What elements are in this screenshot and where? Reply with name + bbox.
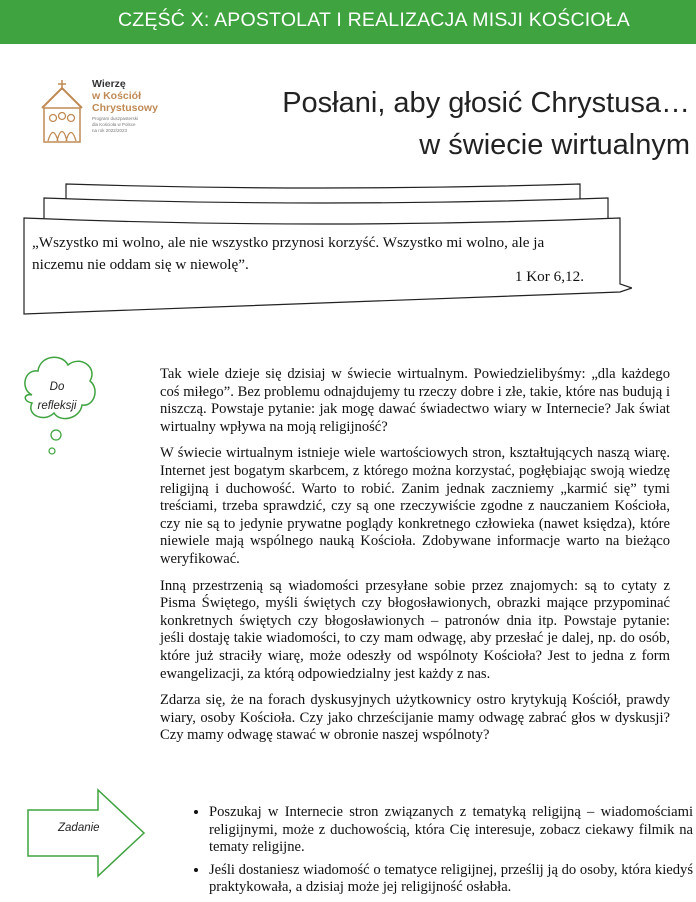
logo-line-2: w Kościół (92, 90, 142, 102)
logo-caption-3: na rok 2022/2023 (92, 128, 128, 133)
task-list (186, 804, 693, 902)
logo-wordmark (92, 78, 158, 114)
list-item: • Jeśli dostaniesz wiadomość o tematyce religijnej, prześlij ją do osoby, która kiedyś praktykowała, a dzisiaj może jej religijność osłabła. (209, 862, 693, 897)
paragraph: Tak wiele dzieje się dzisiaj w świecie wirtualnym. Powiedzielibyśmy: „dla każdego coś miłego”. Bez problemu odnajdujemy tu rzeczy dobre i złe, takie, które nas budują i niszczą. Powstaje pytanie: jak mogę dawać świadectwo wiary w Internecie? Jak świat wirtualny wpływa na moją religijność? (160, 366, 670, 435)
paragraph: Zdarza się, że na forach dyskusyjnych użytkownicy ostro krytykują Kościół, prawdy wiary, osoby Kościoła. Czy jako chrześcijanie mamy odwagę zabrać głos w dyskusji? Czy mamy odwagę stawać w obronie naszej wspólnoty? (160, 692, 670, 744)
reflection-label (30, 378, 84, 416)
logo-line-3: Chrystusowy (92, 102, 158, 114)
paragraph: Inną przestrzenią są wiadomości przesyłane sobie przez znajomych: są to cytaty z Pisma Świętego, myśli świętych czy błogosławionych, obrazki mające przypominać konkretnych świętych czy błogosławionych – patronów dnia itp. Powstaje pytanie: jeśli dostaję takie wiadomości, to czy mam odwagę, aby przesłać je dalej, np. do osób, które już straciły wiarę, może odeszły od wspólnoty Kościoła? Jest to jedna z form ewangelizacji, za którą odpowiedzialny jest każdy z nas. (160, 577, 670, 682)
logo-line-1: Wierzę (92, 78, 126, 90)
main-text (160, 366, 670, 754)
reflection-label-1: Do (49, 381, 65, 393)
page-title-line-2: w świecie wirtualnym (419, 129, 690, 161)
bible-quote: „Wszystko mi wolno, ale nie wszystko przynosi korzyść. Wszystko mi wolno, ale ja niczemu nie oddam się w niewolę”. (32, 234, 545, 273)
task-label: Zadanie (58, 822, 100, 834)
section-title: CZĘŚĆ X: APOSTOLAT I REALIZACJA MISJI KOŚCIOŁA (118, 9, 631, 31)
paragraph: W świecie wirtualnym istnieje wiele wartościowych stron, kształtujących naszą wiarę. Internet jest bogatym skarbcem, z którego można korzystać, pogłębiając swoją wiedzę religijną i duchowość. Warto to robić. Zanim jednak zaczniemy „karmić się” tymi treściami, trzeba sprawdzić, czy są one rzeczywiście zgodne z nauczaniem Kościoła, czy nie są to jedynie prywatne poglądy konkretnego człowieka (nawet księdza), które niewiele mają wspólnego nauką Kościoła. Zdobywane informacje warto na bieżąco weryfikować. (160, 445, 670, 567)
list-item: • Poszukaj w Internecie stron związanych z tematyką religijną – wiadomościami religijnymi, może z duchowością, która Cię interesuje, zobacz ciekawy filmik na tematy religijne. (209, 804, 693, 857)
logo-caption (92, 116, 148, 134)
quote-reference: 1 Kor 6,12. (514, 268, 584, 285)
church-logo-icon (38, 78, 88, 146)
page-title (282, 82, 690, 166)
logo-caption-2: dla Kościoła w Polsce (92, 122, 136, 127)
reflection-label-2: refleksji (37, 400, 77, 412)
logo-caption-1: Program duszpasterski (92, 116, 139, 121)
page-title-line-1: Posłani, aby głosić Chrystusa… (282, 87, 690, 119)
section-banner (0, 0, 696, 44)
program-logo (38, 78, 158, 146)
